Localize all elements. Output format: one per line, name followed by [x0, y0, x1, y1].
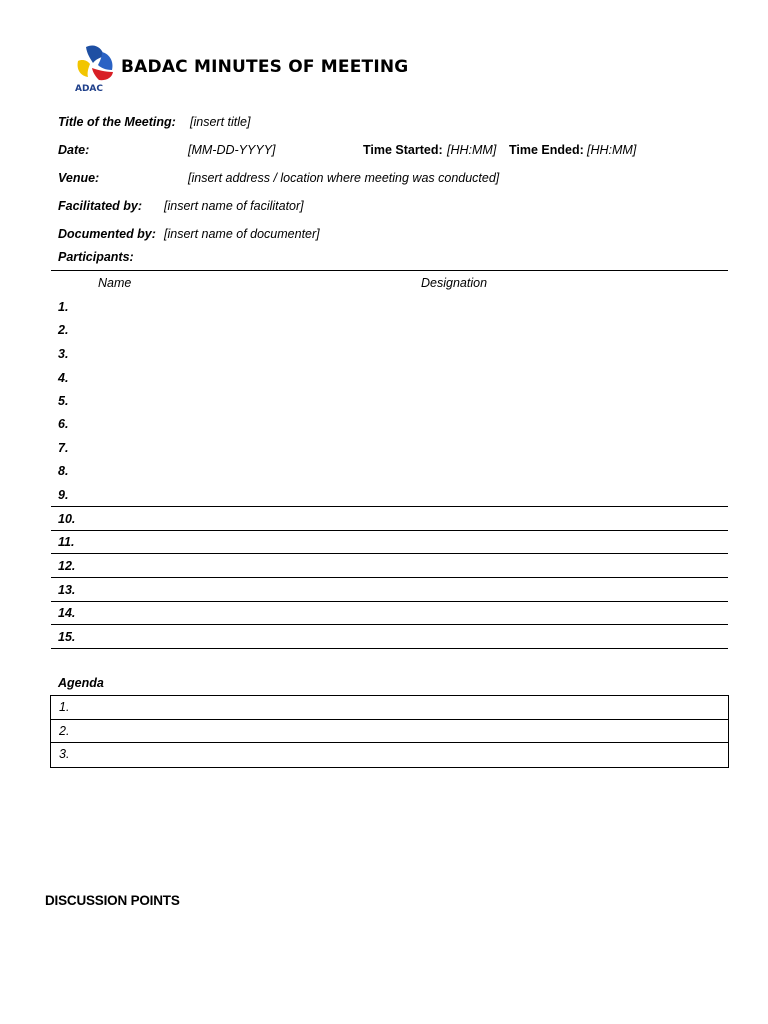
participant-row: 9. — [51, 488, 728, 507]
time-started-value: [HH:MM] — [447, 143, 497, 157]
participants-label: Participants: — [58, 250, 134, 264]
agenda-label: Agenda — [58, 676, 104, 690]
facilitated-by-label: Facilitated by: — [58, 199, 143, 213]
participants-table: Name Designation 1. 2. 3. 4. 5. 6. 7. 8. 9. 10. 11. 12. 13. 14. 15. — [51, 270, 728, 271]
time-ended-value: [HH:MM] — [587, 143, 637, 157]
badac-logo — [72, 44, 118, 94]
venue-value: [insert address / location where meeting was conducted] — [188, 171, 500, 185]
time-ended-label: Time Ended: — [509, 143, 584, 157]
agenda-table — [50, 695, 729, 768]
agenda-row: 3. — [59, 747, 70, 761]
participant-row: 14. — [51, 602, 728, 625]
title-of-meeting-label: Title of the Meeting: — [58, 115, 176, 129]
participant-row: 10. — [51, 507, 728, 531]
documented-by-label: Documented by: — [58, 227, 156, 241]
venue-label: Venue: — [58, 171, 100, 185]
documented-by-value: [insert name of documenter] — [164, 227, 320, 241]
name-column-header: Name — [98, 276, 132, 290]
agenda-row: 2. — [51, 720, 728, 744]
participant-row: 13. — [51, 578, 728, 602]
date-label: Date: — [58, 143, 90, 157]
participant-row: 11. — [51, 531, 728, 554]
time-started-label: Time Started: — [363, 143, 443, 157]
svg-text:ADAC: ADAC — [75, 84, 104, 94]
participant-row: 12. — [51, 554, 728, 578]
designation-column-header: Designation — [421, 276, 488, 290]
discussion-points-heading: DISCUSSION POINTS — [45, 893, 180, 908]
agenda-row: 1. — [51, 696, 728, 720]
title-of-meeting-value: [insert title] — [190, 115, 251, 129]
date-value: [MM-DD-YYYY] — [188, 143, 276, 157]
participant-row: 15. — [51, 625, 728, 649]
facilitated-by-value: [insert name of facilitator] — [164, 199, 304, 213]
document-title: BADAC MINUTES OF MEETING — [121, 57, 409, 77]
